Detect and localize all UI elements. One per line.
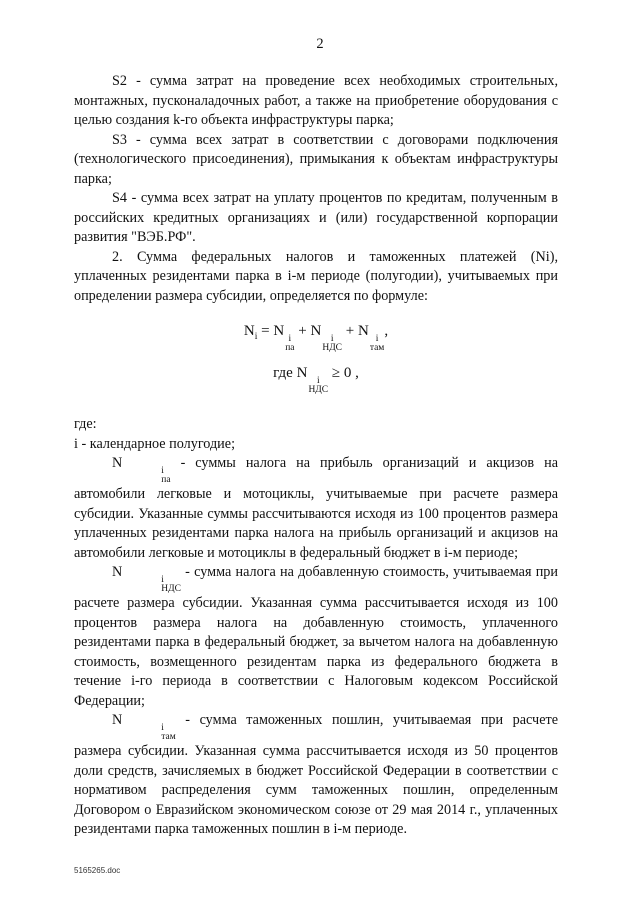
- definition-n-tam: N i там - сумма таможенных пошлин, учитываемая при расчете размера субсидии. Указанная сумма рассчитывается исходя из 50 процентов доли средств, зачисляемых в бюджет Российской Федерации в соответствии с нормативом распределения сумм таможенных пошлин, определенным Договором о Евразийском экономическом союзе от 29 мая 2014 г., уплаченных резидентами парка таможенных пошлин в i-м периоде.: [74, 712, 558, 837]
- symbol-n-tam: N i там: [112, 712, 176, 742]
- document-body: [74, 72, 558, 840]
- formula-main: $N_i = N$ i па + N i НДС + N i там ,: [243, 323, 389, 353]
- paragraph-2: 2. Сумма федеральных налогов и таможенных платежей (Ni), уплаченных резидентами парка в i-м периоде (полугодии), учитываемых при определении размера субсидии, определяется по формуле:: [74, 248, 558, 304]
- symbol-n-nds: N i НДС: [112, 564, 181, 594]
- file-footer: 5165265.doc: [74, 866, 121, 875]
- symbol-n-pa: N i па: [112, 455, 171, 485]
- paragraph-s3: S3 - сумма всех затрат в соответствии с договорами подключения (технологического присоединения), примыкания к объектам инфраструктуры парка;: [74, 131, 558, 187]
- definition-n-nds: N i НДС - сумма налога на добавленную стоимость, учитываемая при расчете размера субсидии. Указанная сумма рассчитывается исходя из 100 процентов размера налога на добавленную стоимость, уплаченного резидентами парка в федеральный бюджет, за вычетом налога на добавленную стоимость, возмещенного резидентам парка из федерального бюджета в течение i-го периода в соответствии с Налоговым кодексом Российской Федерации;: [74, 564, 558, 709]
- definition-n-pa: N i па - суммы налога на прибыль организаций и акцизов на автомобили легковые и мотоциклы, учитываемые при расчете размера субсидии. Указанные суммы рассчитываются исходя из 100 процентов размера уплаченных резидентами парка налога на прибыль организаций и акцизов на автомобили легковые и мотоциклы в федеральный бюджет в i-м периоде;: [74, 455, 558, 561]
- paragraph-s2: S2 - сумма затрат на проведение всех необходимых строительных, монтажных, пусконаладочных работ, а также на приобретение оборудования с целью создания k-го объекта инфраструктуры парка;: [74, 73, 558, 128]
- formula-condition: где N i НДС ≥ 0 ,: [273, 365, 359, 395]
- formula-cond-n-nds: N i НДС: [296, 365, 329, 395]
- paragraph-s4: S4 - сумма всех затрат на уплату процентов по кредитам, полученным в российских кредитных организациях и (или) государственной корпорации развития "ВЭБ.РФ".: [74, 190, 558, 245]
- formula-n-tam: N i там: [357, 323, 385, 353]
- formula-n-nds: N i НДС: [310, 323, 343, 353]
- page-number: 2: [316, 36, 324, 52]
- formula-n-pa: N i па: [273, 323, 295, 353]
- where-label: где:: [74, 416, 97, 432]
- definition-i: i - календарное полугодие;: [74, 435, 236, 452]
- formula-lhs: $N_i$: [243, 323, 258, 342]
